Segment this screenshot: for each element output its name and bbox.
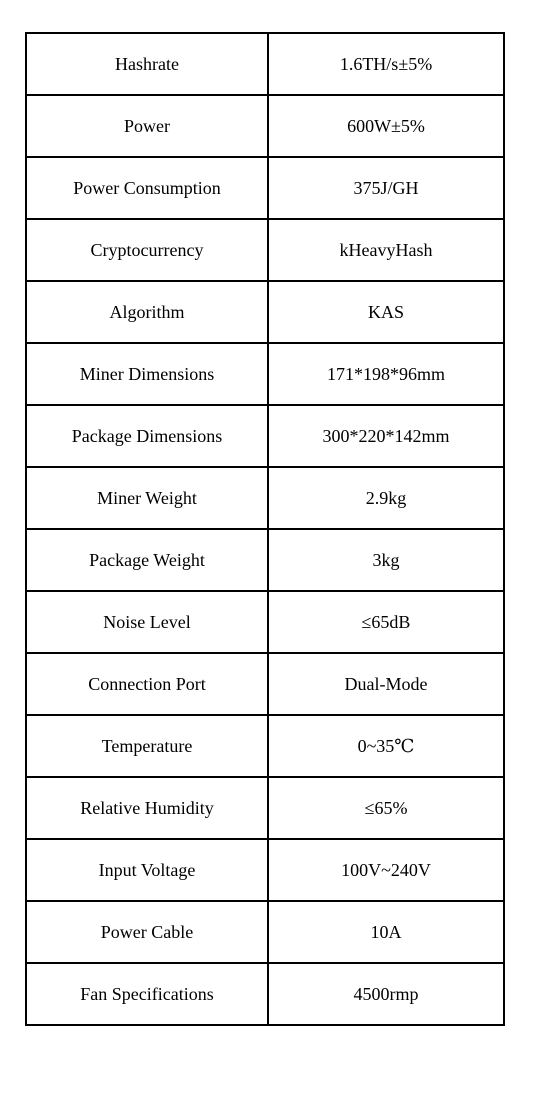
table-row	[26, 405, 504, 467]
spec-value: 171*198*96mm	[268, 343, 504, 405]
spec-value: 100V~240V	[268, 839, 504, 901]
spec-label: Temperature	[26, 715, 268, 777]
table-row	[26, 33, 504, 95]
spec-table	[25, 32, 505, 1026]
spec-value: KAS	[268, 281, 504, 343]
table-row	[26, 157, 504, 219]
spec-value: Dual-Mode	[268, 653, 504, 715]
spec-value: 1.6TH/s±5%	[268, 33, 504, 95]
table-row	[26, 901, 504, 963]
spec-label: Relative Humidity	[26, 777, 268, 839]
table-row	[26, 963, 504, 1025]
spec-value: 600W±5%	[268, 95, 504, 157]
table-row	[26, 467, 504, 529]
table-row	[26, 281, 504, 343]
spec-label: Package Dimensions	[26, 405, 268, 467]
table-row	[26, 95, 504, 157]
spec-label: Package Weight	[26, 529, 268, 591]
spec-label: Power Cable	[26, 901, 268, 963]
spec-label: Algorithm	[26, 281, 268, 343]
spec-value: 10A	[268, 901, 504, 963]
spec-label: Hashrate	[26, 33, 268, 95]
spec-value: 300*220*142mm	[268, 405, 504, 467]
spec-value: 0~35℃	[268, 715, 504, 777]
spec-value: 4500rmp	[268, 963, 504, 1025]
spec-label: Power	[26, 95, 268, 157]
table-row	[26, 715, 504, 777]
spec-value: 2.9kg	[268, 467, 504, 529]
spec-label: Miner Dimensions	[26, 343, 268, 405]
table-row	[26, 529, 504, 591]
spec-value: 375J/GH	[268, 157, 504, 219]
spec-label: Input Voltage	[26, 839, 268, 901]
table-row	[26, 839, 504, 901]
spec-table-body	[26, 33, 504, 1025]
table-row	[26, 591, 504, 653]
spec-label: Noise Level	[26, 591, 268, 653]
spec-label: Miner Weight	[26, 467, 268, 529]
spec-label: Cryptocurrency	[26, 219, 268, 281]
table-row	[26, 777, 504, 839]
spec-value: ≤65%	[268, 777, 504, 839]
spec-label: Fan Specifications	[26, 963, 268, 1025]
spec-label: Connection Port	[26, 653, 268, 715]
table-row	[26, 653, 504, 715]
table-row	[26, 343, 504, 405]
spec-value: 3kg	[268, 529, 504, 591]
spec-label: Power Consumption	[26, 157, 268, 219]
table-row	[26, 219, 504, 281]
spec-value: ≤65dB	[268, 591, 504, 653]
spec-value: kHeavyHash	[268, 219, 504, 281]
